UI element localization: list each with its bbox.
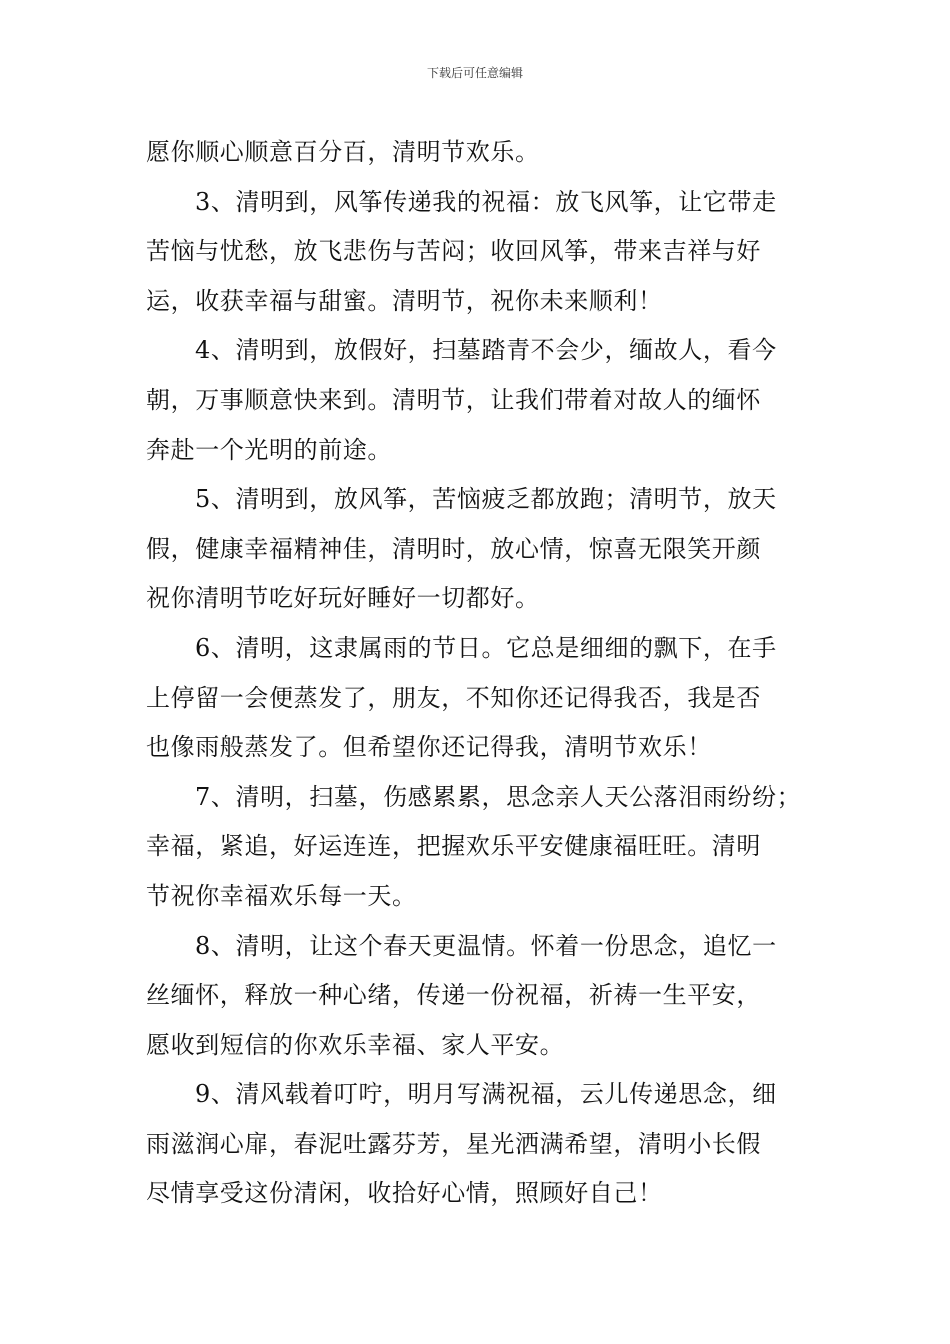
text-line: 尽情享受这份清闲，收拾好心情，照顾好自己！	[146, 1179, 663, 1208]
text-line: 3、清明到，风筝传递我的祝福：放飞风筝，让它带走	[195, 187, 777, 216]
text-line: 也像雨般蒸发了。但希望你还记得我，清明节欢乐！	[146, 733, 712, 762]
text-line: 愿你顺心顺意百分百，清明节欢乐。	[146, 138, 540, 166]
text-line: 假，健康幸福精神佳，清明时，放心情，惊喜无限笑开颜	[146, 534, 761, 563]
text-line: 运，收获幸福与甜蜜。清明节，祝你未来顺利！	[146, 286, 663, 315]
text-line: 上停留一会便蒸发了，朋友，不知你还记得我否，我是否	[146, 683, 761, 712]
text-line: 朝，万事顺意快来到。清明节，让我们带着对故人的缅怀	[146, 385, 761, 414]
text-line: 祝你清明节吃好玩好睡好一切都好。	[146, 584, 540, 613]
text-line: 4、清明到，放假好，扫墓踏青不会少，缅故人，看今	[195, 336, 777, 365]
text-line: 丝缅怀，释放一种心绪，传递一份祝福，祈祷一生平安，	[146, 981, 761, 1010]
text-line: 9、清风载着叮咛，明月写满祝福，云儿传递思念，细	[195, 1080, 777, 1109]
text-line: 奔赴一个光明的前途。	[146, 435, 392, 464]
document-body	[146, 128, 810, 1219]
text-line: 苦恼与忧愁，放飞悲伤与苦闷；收回风筝，带来吉祥与好	[146, 237, 761, 266]
text-line: 节祝你幸福欢乐每一天。	[146, 881, 417, 910]
text-line: 7、清明，扫墓，伤感累累，思念亲人天公落泪雨纷纷；	[195, 782, 802, 811]
text-line: 愿收到短信的你欢乐幸福、家人平安。	[146, 1030, 565, 1059]
page-header: 下载后可任意编辑	[426, 66, 523, 80]
text-line: 雨滋润心扉，春泥吐露芬芳，星光洒满希望，清明小长假	[146, 1129, 761, 1158]
text-line: 8、清明，让这个春天更温情。怀着一份思念，追忆一	[195, 931, 777, 960]
text-line: 幸福，紧追，好运连连，把握欢乐平安健康福旺旺。清明	[146, 832, 761, 861]
text-line: 5、清明到，放风筝，苦恼疲乏都放跑；清明节，放天	[195, 485, 777, 514]
text-line: 6、清明，这隶属雨的节日。它总是细细的飘下，在手	[195, 633, 777, 662]
